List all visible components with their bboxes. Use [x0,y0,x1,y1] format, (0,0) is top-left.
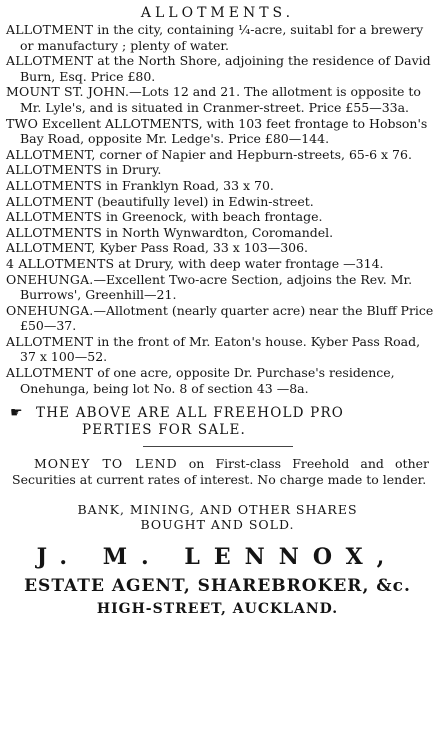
money-to-lend-notice: MONEY TO LEND on First-class Freehold and other Securities at current rates of interest. No charge made to lender. [12,456,430,488]
shares-line-2: BOUGHT AND SOLD. [140,517,295,533]
notice-line-1: THE ABOVE ARE ALL FREEHOLD PRO [36,405,345,422]
listing-entry: ALLOTMENT in the city, containing ¼-acre, suitabl for a brewery or manufactury ; plenty of water. [6,22,424,53]
listing-entry: TWO Excellent ALLOTMENTS, with 103 feet frontage to Hobson's Bay Road, opposite Mr. Ledge's. Price £80—144. [6,115,428,147]
listing-entry: 4 ALLOTMENTS at Drury, with deep water frontage —314. [6,255,384,271]
listing-entry: ALLOTMENTS in Drury. [6,162,162,178]
listing-entry: ALLOTMENT at the North Shore, adjoining the residence of David Burn, Esq. Price £80. [6,53,431,84]
agent-role: ESTATE AGENT, SHAREBROKER, &c. [24,576,411,597]
agent-name: J. M. LENNOX, [36,544,399,571]
listing-entry: ALLOTMENT in the front of Mr. Eaton's house. Kyber Pass Road, 37 x 100—52. [6,333,421,365]
listing-entry: ALLOTMENT, Kyber Pass Road, 33 x 103—306. [6,240,309,256]
notice-line-2: PERTIES FOR SALE. [82,422,246,439]
listing-entry: ONEHUNGA.—Allotment (nearly quarter acre) near the Bluff Price £50—37. [6,302,434,334]
pointing-hand-icon: ☛ [10,405,24,422]
listing-entry: ALLOTMENTS in Greenock, with beach frontage. [6,209,323,225]
listing-entry: ALLOTMENT of one acre, opposite Dr. Purchase's residence, Onehunga, being lot No. 8 of section 43 —8a. [6,365,395,396]
allotment-listing [6,22,435,396]
shares-notice [0,502,435,532]
listing-entry: ONEHUNGA.—Excellent Two-acre Section, adjoins the Rev. Mr. Burrows', Greenhill—21. [6,271,413,303]
listing-entry: MOUNT ST. JOHN.—Lots 12 and 21. The allotment is opposite to Mr. Lyle's, and is situated in Cranmer-street. Price £55—33a. [6,84,421,115]
agent-signature [0,544,435,618]
shares-line-1: BANK, MINING, AND OTHER SHARES [77,502,358,518]
listing-entry: ALLOTMENTS in Franklyn Road, 33 x 70. [6,177,274,193]
listing-entry: ALLOTMENT (beautifully level) in Edwin-street. [6,193,314,209]
listing-entry: ALLOTMENTS in North Wynwardton, Coromandel. [6,224,334,240]
freehold-notice [0,405,435,439]
listing-entry: ALLOTMENT, corner of Napier and Hepburn-streets, 65-6 x 76. [6,146,412,162]
agent-address: HIGH-STREET, AUCKLAND. [96,601,339,618]
page-heading: ALLOTMENTS. [140,5,295,21]
divider [143,446,293,447]
